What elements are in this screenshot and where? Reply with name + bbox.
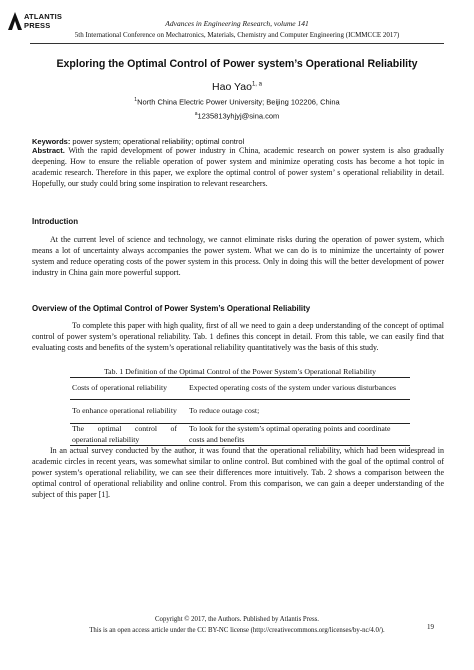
- definition-table: [70, 377, 410, 446]
- license-notice: This is an open access article under the CC BY-NC license (http://creativecommons.org/licenses/by-nc/4.0/).: [89, 627, 385, 634]
- abstract: [32, 146, 444, 190]
- logo-line-1: ATLANTIS: [24, 12, 63, 21]
- table-row: [70, 424, 410, 446]
- overview-paragraph: To complete this paper with high quality, first of all we need to gain a deep understanding of the concept of optimal control of power system’s operational reliability. Tab. 1 defines this concept in detail. From this table, we can easily find that evaluating costs and benefits of the system’s operational reliability quantitatively was the basis of this study.: [32, 321, 444, 352]
- author-email: 1235813yhjyj@sina.com: [197, 111, 280, 121]
- journal-header: Advances in Engineering Research, volume 141: [165, 19, 309, 28]
- table-row: [70, 378, 410, 400]
- introduction-paragraph: At the current level of science and technology, we cannot eliminate risks during the operation of power system, which means a lot of uncertainty always accompanies the power system. What we can do is to minimize the uncertainty of power system and reduce operating costs of the power system in this process. Only in doing this will the better development of power industry in China gain more powerful support.: [32, 235, 444, 277]
- email-superscript: a: [194, 111, 198, 117]
- table-row: [70, 400, 410, 424]
- section-heading-overview: Overview of the Optimal Control of Power System’s Operational Reliability: [32, 304, 311, 313]
- affiliation-superscript: 1: [134, 97, 138, 103]
- abstract-text: With the rapid development of power industry in China, academic research on power system is also gradually deepening. How to ensure the reliable operation of power system and minimize operating costs has become a hot topic in academic research. Therefore in this paper, we explore the optimal control of power system’ s operational reliability in detail. Hopefully, our study could bring some inspiration to relevant researchers.: [32, 146, 444, 188]
- table-cell-definition: Expected operating costs of the system under various disturbances: [179, 378, 410, 400]
- abstract-label: Abstract.: [32, 146, 65, 155]
- table-cell-definition: To reduce outage cost;: [179, 400, 410, 424]
- table-cell-term: Costs of operational reliability: [70, 378, 179, 400]
- keywords-text: power system; operational reliability; optimal control: [70, 137, 245, 146]
- table-cell-definition: To look for the system’s optimal operating points and coordinate costs and benefits: [179, 424, 410, 446]
- page-number: 19: [427, 623, 434, 631]
- email-line: [0, 111, 474, 121]
- paper-title: Exploring the Optimal Control of Power system’s Operational Reliability: [56, 58, 418, 70]
- copyright-notice: Copyright © 2017, the Authors. Published by Atlantis Press.: [155, 616, 319, 623]
- table-cell-term: To enhance operational reliability: [70, 400, 179, 424]
- keywords-label: Keywords:: [32, 137, 71, 146]
- header-divider: [30, 43, 444, 44]
- affiliation-line: [0, 97, 474, 107]
- table-cell-term: The optimal control of operational reliability: [72, 424, 177, 444]
- comparison-paragraph: In an actual survey conducted by the author, it was found that the operational reliability, which had been widespread in academic circles in recent years, was somewhat similar to online control. But combined with the goal of the optimal control of power system’s operational reliability, we can see their differences more intuitively. Tab. 2 shows a comparison between the optimal control of operational reliability and online control. From this comparison, we can gain a deeper understanding of the subject of this paper [1].: [32, 446, 444, 499]
- logo-line-2: PRESS: [24, 21, 51, 30]
- author-superscript: 1, a: [251, 81, 262, 88]
- keywords: [32, 137, 444, 146]
- section-heading-introduction: Introduction: [32, 217, 79, 226]
- author-line: [0, 81, 474, 93]
- affiliation: North China Electric Power University; Beijing 102206, China: [137, 97, 340, 107]
- table-caption: Tab. 1 Definition of the Optimal Control of the Power System’s Operational Reliability: [103, 367, 377, 376]
- conference-header: 5th International Conference on Mechatronics, Materials, Chemistry and Computer Engineering (ICMMCCE 2017): [74, 31, 400, 39]
- author-name: Hao Yao: [212, 81, 252, 93]
